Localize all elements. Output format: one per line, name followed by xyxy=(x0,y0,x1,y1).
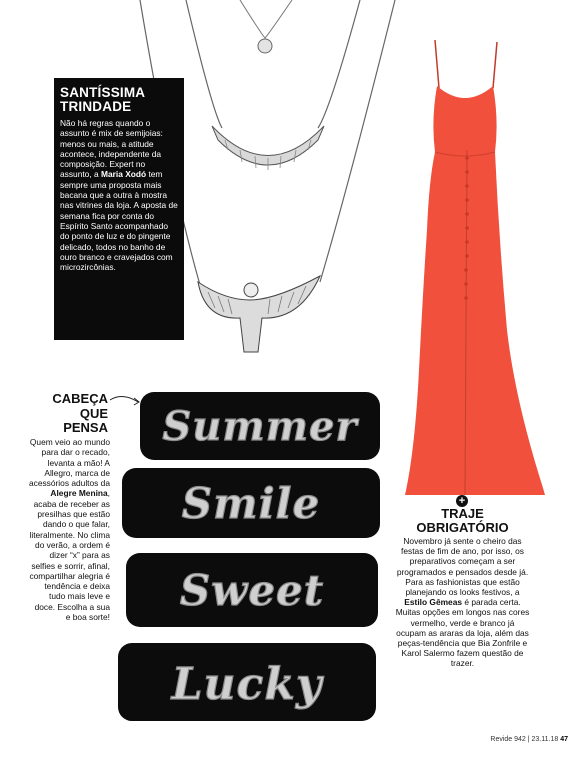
hair-clip-sweet xyxy=(124,551,380,629)
page-number: 47 xyxy=(560,736,568,743)
clip-word: Smile xyxy=(181,479,321,528)
santissima-body: Não há regras quando o assunto é mix de semijoias: menos ou mais, a atitude acontece, independente da composição. Expert no assunto, a Maria Xodó tem sempre uma proposta mais bacana que a outra à mostra nas vitrines da loja. A aposta de semana fica por conta do Espírito Santo acompanhado do ponto de luz e do pingente delicado, todos no banho de ouro branco e cravejados com microzircônias. xyxy=(60,118,178,273)
hair-clip-lucky xyxy=(116,641,378,723)
page-footer xyxy=(438,736,568,743)
santissima-trindade-box xyxy=(54,78,184,340)
dove-pendant xyxy=(198,276,320,352)
cabeca-body: Quem veio ao mundo para dar o recado, levanta a mão! A Allegro, marca de acessórios adultos da Alegre Menina, acaba de receber as presilhas que estão dando o que falar, literalmente. No clima do verão, a ordem é dizer “x” para as selfies e sorrir, afinal, compartilhar alegria é tendência e deixa tudo mais leve e doce. Escolha a sua e boa sorte! xyxy=(28,437,110,623)
santissima-brand: Maria Xodó xyxy=(100,169,147,180)
santissima-title: SANTÍSSIMA TRINDADE xyxy=(60,85,146,114)
traje-body: Novembro já sente o cheiro das festas de fim de ano, por isso, os preparativos começam a ser programados e pensados desde já. Para as fashionistas que estão planejando os looks festivos, a Estilo Gêmeas é parada certa. Muitas opções em longos nas cores vermelho, verde e branco já ocupam as araras da loja, além das peças-tendência que Bia Zonfrile e Karol Salermo fazem questão de trazer. xyxy=(395,536,530,669)
arrow-icon xyxy=(108,390,142,412)
dress-body xyxy=(405,86,545,495)
clip-word: Lucky xyxy=(171,659,323,710)
short-chain xyxy=(240,0,292,38)
traje-brand: Estilo Gêmeas xyxy=(404,597,463,608)
red-dress-image xyxy=(395,40,545,495)
clip-word: Summer xyxy=(162,403,358,450)
cabeca-title: CABEÇA QUE PENSA xyxy=(52,391,108,435)
cabeca-brand: Alegre Menina xyxy=(50,488,108,499)
pendant-point-of-light xyxy=(258,39,272,53)
hair-clip-summer xyxy=(138,390,382,462)
footer-issue: Revide 942 | 23.11.18 xyxy=(490,736,559,743)
clip-word: Sweet xyxy=(179,566,325,615)
traje-title: TRAJE OBRIGATÓRIO xyxy=(416,506,509,535)
hair-clip-smile xyxy=(120,466,382,540)
middle-chain xyxy=(186,0,360,128)
plus-icon: + xyxy=(456,495,468,507)
